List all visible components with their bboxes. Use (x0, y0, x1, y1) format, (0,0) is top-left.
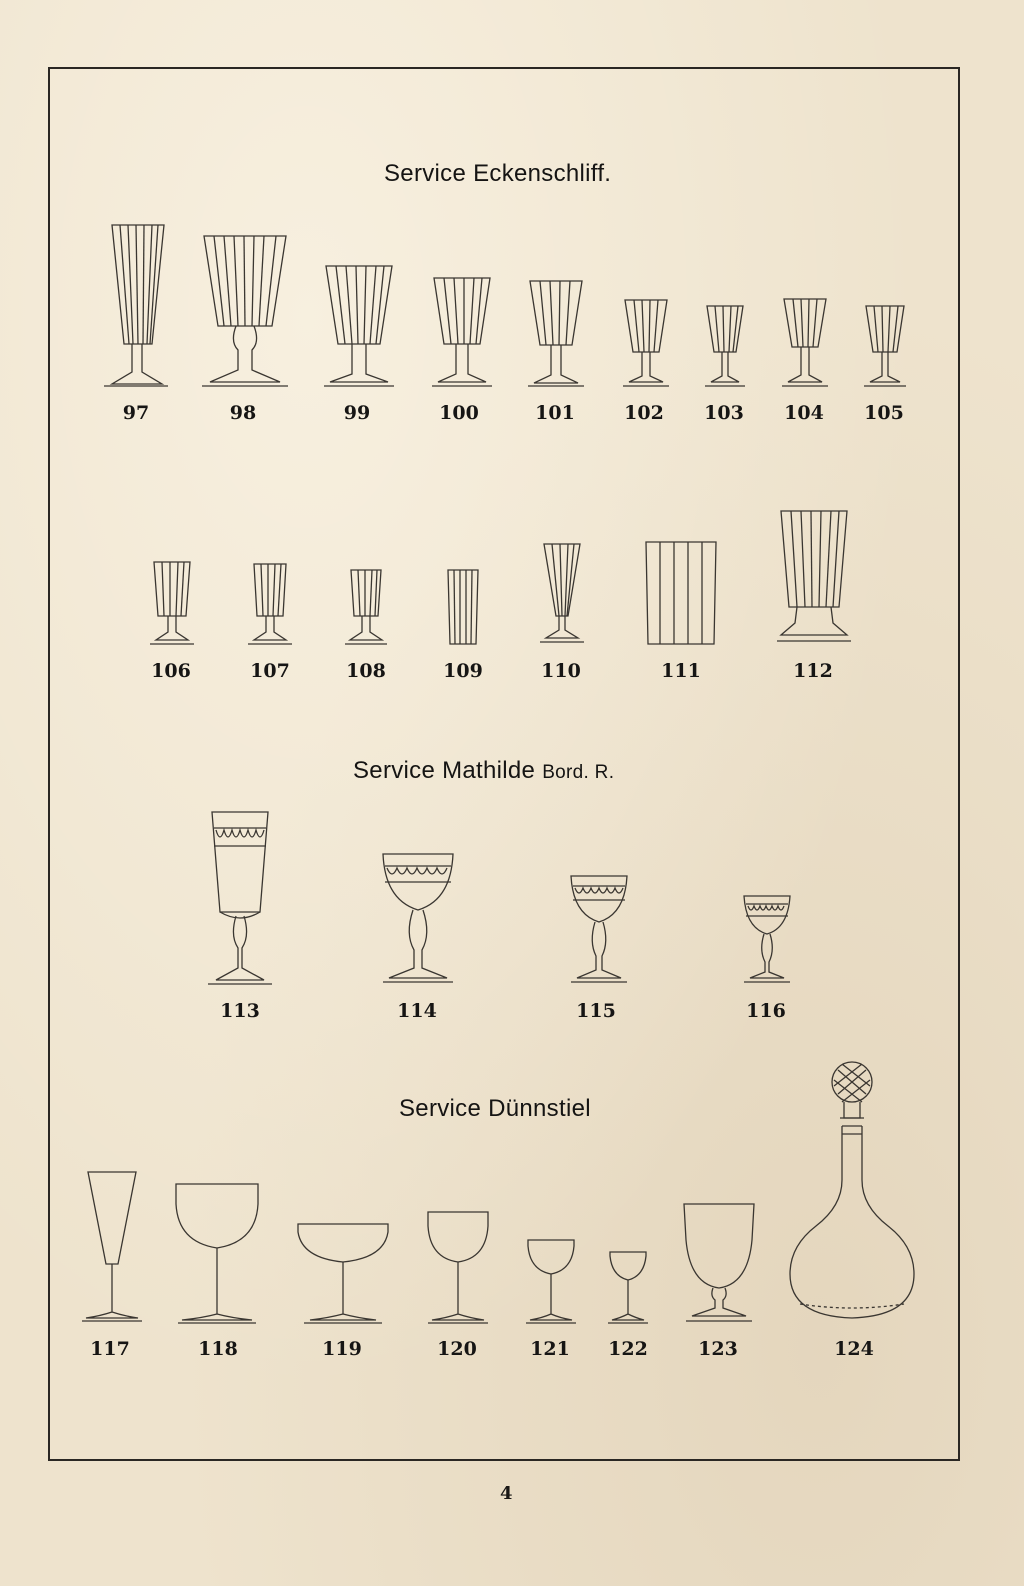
item-number-124: 124 (834, 1338, 874, 1360)
item-number-123: 123 (698, 1338, 738, 1360)
item-number-115: 115 (576, 1000, 616, 1022)
glass-110-drawing (538, 540, 586, 648)
item-number-104: 104 (784, 402, 824, 424)
item-number-120: 120 (437, 1338, 477, 1360)
glass-109-drawing (444, 566, 482, 648)
item-number-98: 98 (229, 402, 257, 424)
glass-97-drawing (100, 222, 172, 390)
glass-119-drawing (294, 1220, 392, 1326)
glass-105-drawing (862, 302, 908, 390)
glass-107-drawing (246, 560, 294, 648)
section-title-mathilde-name: Service Mathilde (353, 757, 536, 784)
glass-115-drawing (567, 872, 631, 988)
item-number-108: 108 (346, 660, 386, 682)
item-number-109: 109 (443, 660, 483, 682)
item-number-122: 122 (608, 1338, 648, 1360)
section-subtitle-mathilde: Bord. R. (542, 762, 615, 783)
item-number-118: 118 (198, 1338, 238, 1360)
glass-100-drawing (430, 274, 494, 390)
section-title-mathilde (353, 757, 614, 785)
glass-101-drawing (524, 277, 588, 390)
glass-113-drawing (204, 808, 276, 988)
item-number-112: 112 (793, 660, 833, 682)
item-number-97: 97 (122, 402, 150, 424)
glass-122-drawing (606, 1248, 650, 1326)
item-number-107: 107 (250, 660, 290, 682)
item-number-110: 110 (541, 660, 581, 682)
glass-104-drawing (780, 295, 830, 390)
glass-114-drawing (379, 850, 457, 988)
glass-106-drawing (148, 558, 196, 648)
item-number-100: 100 (439, 402, 479, 424)
glass-120-drawing (424, 1208, 492, 1326)
glass-116-drawing (740, 892, 794, 988)
glass-99-drawing (322, 262, 396, 390)
item-number-101: 101 (535, 402, 575, 424)
glass-108-drawing (343, 566, 389, 648)
item-number-106: 106 (151, 660, 191, 682)
item-number-99: 99 (343, 402, 371, 424)
glass-98-drawing (200, 232, 290, 390)
glass-121-drawing (524, 1236, 578, 1326)
glass-123-drawing (680, 1200, 758, 1326)
section-title-eckenschliff: Service Eckenschliff. (384, 160, 612, 187)
glass-117-drawing (80, 1168, 144, 1326)
item-number-116: 116 (746, 1000, 786, 1022)
item-number-102: 102 (624, 402, 664, 424)
glass-102-drawing (621, 296, 671, 390)
glass-103-drawing (703, 302, 747, 390)
item-number-114: 114 (397, 1000, 437, 1022)
glass-112-drawing (775, 507, 853, 648)
item-number-105: 105 (864, 402, 904, 424)
decanter-124-drawing (786, 1056, 918, 1326)
item-number-113: 113 (220, 1000, 260, 1022)
item-number-117: 117 (90, 1338, 130, 1360)
item-number-119: 119 (322, 1338, 362, 1360)
item-number-121: 121 (530, 1338, 570, 1360)
glass-118-drawing (172, 1180, 262, 1326)
page-number: 4 (500, 1483, 513, 1504)
item-number-103: 103 (704, 402, 744, 424)
item-number-111: 111 (661, 660, 701, 682)
section-title-dunnstiel: Service Dünnstiel (399, 1095, 591, 1122)
glass-111-drawing (642, 538, 720, 648)
